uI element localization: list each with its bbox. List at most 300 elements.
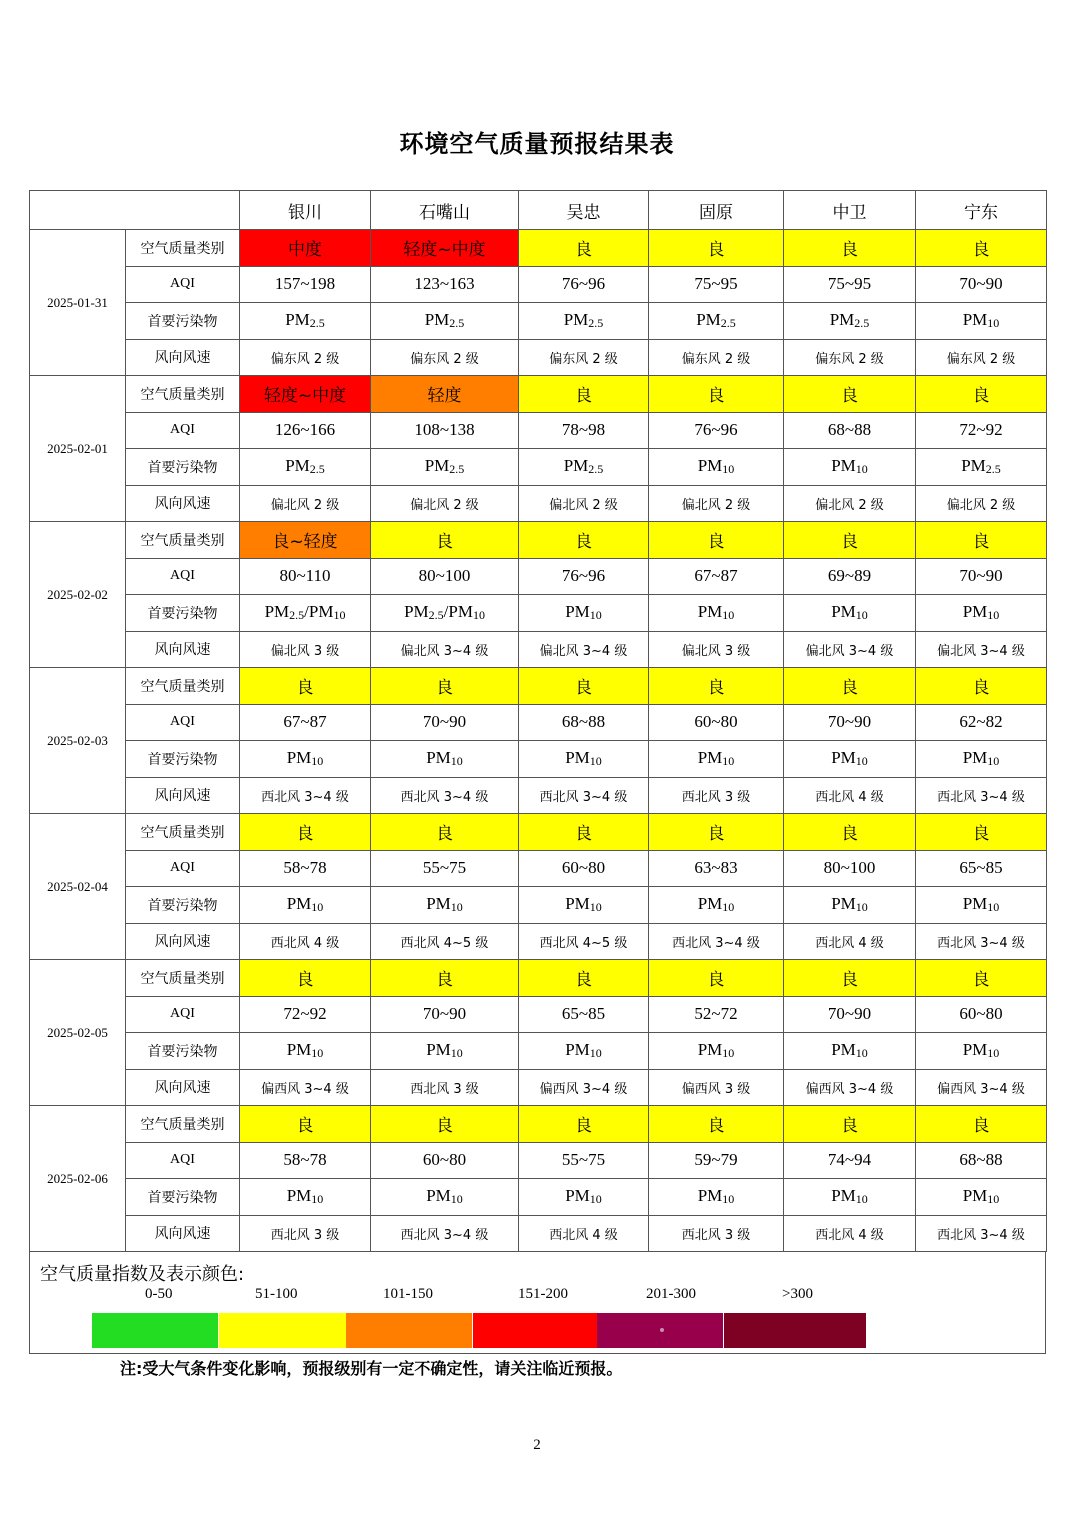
wind-cell: 偏东风 2 级 <box>649 339 784 376</box>
pollutant-subscript: 10 <box>311 900 324 915</box>
wind-cell: 偏北风 2 级 <box>784 485 916 522</box>
legend-range-label: 201-300 <box>646 1286 696 1302</box>
wind-cell: 西北风 3~4 级 <box>649 923 784 960</box>
wind-cell: 西北风 4 级 <box>240 923 371 960</box>
aqi-cell: 58~78 <box>240 1142 371 1179</box>
pollutant-subscript: 2.5 <box>588 316 604 331</box>
wind-cell: 偏北风 3~4 级 <box>371 631 519 668</box>
pollutant-subscript: 10 <box>589 1192 602 1207</box>
pollutant-subscript: 2.5 <box>449 462 465 477</box>
aqi-cell: 67~87 <box>649 558 784 595</box>
pollutant-cell <box>371 1179 519 1216</box>
pollutant-name: PM <box>697 1186 723 1206</box>
pollutant-cell <box>240 741 371 778</box>
aqi-cell: 55~75 <box>371 850 519 887</box>
pollutant-subscript: 10 <box>311 754 324 769</box>
wind-cell: 西北风 4 级 <box>784 1215 916 1252</box>
pollutant-name: PM <box>697 1040 723 1060</box>
row-label-aqi: AQI <box>126 850 240 887</box>
aqi-cell: 80~110 <box>240 558 371 595</box>
forecast-table <box>29 190 1047 1252</box>
pollutant-name: PM <box>286 894 312 914</box>
date-cell: 2025-02-03 <box>30 668 126 814</box>
legend-color-swatch <box>346 1313 472 1348</box>
table-row <box>30 1069 1047 1106</box>
category-cell: 良 <box>649 522 784 559</box>
pollutant-name: PM <box>962 1186 988 1206</box>
row-label-category: 空气质量类别 <box>126 522 240 559</box>
table-row <box>30 850 1047 887</box>
category-cell: 良 <box>916 668 1047 705</box>
pollutant-cell <box>784 449 916 486</box>
pollutant-subscript: 10 <box>472 608 485 623</box>
disclaimer-note: 注:受大气条件变化影响，预报级别有一定不确定性，请关注临近预报。 <box>120 1359 623 1378</box>
city-header: 石嘴山 <box>371 191 519 230</box>
aqi-cell: 69~89 <box>784 558 916 595</box>
city-header: 固原 <box>649 191 784 230</box>
pollutant-name: /PM <box>304 602 334 622</box>
pollutant-name: PM <box>563 456 589 476</box>
pollutant-name: PM <box>426 1186 451 1206</box>
wind-cell: 偏北风 3~4 级 <box>784 631 916 668</box>
wind-cell: 西北风 3~4 级 <box>240 777 371 814</box>
legend-range-label: 0-50 <box>145 1286 173 1302</box>
category-cell: 良 <box>519 522 649 559</box>
aqi-cell: 65~85 <box>519 996 649 1033</box>
pollutant-name: PM <box>565 748 590 768</box>
pollutant-subscript: 10 <box>589 608 602 623</box>
pollutant-cell <box>371 887 519 924</box>
swatch-dot <box>660 1328 664 1332</box>
wind-cell: 偏北风 2 级 <box>649 485 784 522</box>
pollutant-name: PM <box>563 310 589 330</box>
pollutant-subscript: 10 <box>855 754 868 769</box>
pollutant-name: PM <box>404 602 429 622</box>
table-row <box>30 923 1047 960</box>
wind-cell: 西北风 4~5 级 <box>371 923 519 960</box>
pollutant-cell <box>371 595 519 632</box>
row-label-category: 空气质量类别 <box>126 668 240 705</box>
wind-cell: 偏西风 3 级 <box>649 1069 784 1106</box>
pollutant-cell <box>649 595 784 632</box>
wind-cell: 偏西风 3~4 级 <box>784 1069 916 1106</box>
date-cell: 2025-01-31 <box>30 230 126 376</box>
aqi-cell: 74~94 <box>784 1142 916 1179</box>
category-cell: 良 <box>649 960 784 997</box>
table-row <box>30 1215 1047 1252</box>
pollutant-name: PM <box>961 456 986 476</box>
pollutant-cell <box>649 1033 784 1070</box>
table-row <box>30 522 1047 559</box>
pollutant-name: PM <box>831 602 856 622</box>
pollutant-name: PM <box>962 602 988 622</box>
aqi-cell: 60~80 <box>916 996 1047 1033</box>
row-label-wind: 风向风速 <box>126 631 240 668</box>
wind-cell: 偏北风 2 级 <box>519 485 649 522</box>
pollutant-cell <box>371 1033 519 1070</box>
aqi-cell: 68~88 <box>519 704 649 741</box>
pollutant-cell <box>371 303 519 340</box>
table-row <box>30 339 1047 376</box>
wind-cell: 偏北风 3~4 级 <box>916 631 1047 668</box>
date-cell: 2025-02-04 <box>30 814 126 960</box>
pollutant-name: PM <box>697 602 723 622</box>
city-header: 宁东 <box>916 191 1047 230</box>
aqi-cell: 75~95 <box>649 266 784 303</box>
aqi-cell: 108~138 <box>371 412 519 449</box>
table-row <box>30 668 1047 705</box>
row-label-category: 空气质量类别 <box>126 960 240 997</box>
date-cell: 2025-02-01 <box>30 376 126 522</box>
pollutant-subscript: 10 <box>450 754 463 769</box>
pollutant-name: PM <box>565 1186 590 1206</box>
pollutant-subscript: 10 <box>987 1192 1000 1207</box>
wind-cell: 偏东风 2 级 <box>240 339 371 376</box>
wind-cell: 西北风 3 级 <box>649 1215 784 1252</box>
category-cell: 良 <box>240 668 371 705</box>
pollutant-subscript: 2.5 <box>985 462 1001 477</box>
aqi-cell: 52~72 <box>649 996 784 1033</box>
aqi-cell: 58~78 <box>240 850 371 887</box>
pollutant-cell <box>649 449 784 486</box>
aqi-cell: 70~90 <box>371 996 519 1033</box>
wind-cell: 偏北风 3~4 级 <box>519 631 649 668</box>
pollutant-cell <box>784 741 916 778</box>
pollutant-subscript: 10 <box>589 754 602 769</box>
pollutant-subscript: 10 <box>333 608 346 623</box>
category-cell: 良 <box>371 960 519 997</box>
wind-cell: 西北风 4~5 级 <box>519 923 649 960</box>
pollutant-cell <box>916 1179 1047 1216</box>
aqi-cell: 60~80 <box>519 850 649 887</box>
aqi-cell: 60~80 <box>371 1142 519 1179</box>
pollutant-name: PM <box>285 456 310 476</box>
wind-cell: 偏东风 2 级 <box>519 339 649 376</box>
table-row <box>30 230 1047 267</box>
pollutant-subscript: 10 <box>722 900 735 915</box>
pollutant-cell <box>784 1179 916 1216</box>
row-label-wind: 风向风速 <box>126 1069 240 1106</box>
aqi-cell: 70~90 <box>916 558 1047 595</box>
wind-cell: 西北风 3 级 <box>371 1069 519 1106</box>
pollutant-name: PM <box>697 456 723 476</box>
table-row <box>30 741 1047 778</box>
city-header: 中卫 <box>784 191 916 230</box>
pollutant-subscript: 10 <box>589 1046 602 1061</box>
pollutant-subscript: 2.5 <box>854 316 870 331</box>
pollutant-cell <box>240 449 371 486</box>
date-cell: 2025-02-06 <box>30 1106 126 1252</box>
pollutant-cell <box>240 1179 371 1216</box>
aqi-cell: 62~82 <box>916 704 1047 741</box>
wind-cell: 偏北风 3 级 <box>240 631 371 668</box>
category-cell: 良 <box>784 960 916 997</box>
pollutant-subscript: 2.5 <box>449 316 465 331</box>
pollutant-subscript: 10 <box>855 608 868 623</box>
row-label-aqi: AQI <box>126 558 240 595</box>
pollutant-subscript: 10 <box>855 1046 868 1061</box>
pollutant-name: PM <box>424 310 450 330</box>
aqi-cell: 157~198 <box>240 266 371 303</box>
pollutant-subscript: 10 <box>450 1192 463 1207</box>
pollutant-subscript: 10 <box>855 462 868 477</box>
aqi-cell: 123~163 <box>371 266 519 303</box>
pollutant-name: PM <box>697 748 723 768</box>
pollutant-cell <box>240 1033 371 1070</box>
table-row <box>30 303 1047 340</box>
table-row <box>30 376 1047 413</box>
pollutant-cell <box>519 303 649 340</box>
row-label-pollutant: 首要污染物 <box>126 1033 240 1070</box>
category-cell: 良 <box>916 522 1047 559</box>
wind-cell: 西北风 3~4 级 <box>371 777 519 814</box>
row-label-pollutant: 首要污染物 <box>126 595 240 632</box>
table-row <box>30 777 1047 814</box>
category-cell: 良 <box>784 814 916 851</box>
wind-cell: 偏北风 2 级 <box>371 485 519 522</box>
date-cell: 2025-02-02 <box>30 522 126 668</box>
row-label-category: 空气质量类别 <box>126 814 240 851</box>
city-header: 吴忠 <box>519 191 649 230</box>
aqi-cell: 70~90 <box>784 996 916 1033</box>
pollutant-cell <box>916 595 1047 632</box>
pollutant-name: PM <box>565 1040 590 1060</box>
pollutant-name: PM <box>696 310 721 330</box>
category-cell: 良 <box>916 376 1047 413</box>
aqi-cell: 68~88 <box>784 412 916 449</box>
aqi-cell: 72~92 <box>240 996 371 1033</box>
pollutant-cell <box>784 595 916 632</box>
table-row <box>30 996 1047 1033</box>
aqi-cell: 67~87 <box>240 704 371 741</box>
header-row <box>30 191 1047 230</box>
category-cell: 良 <box>649 1106 784 1143</box>
pollutant-cell <box>519 1033 649 1070</box>
row-label-pollutant: 首要污染物 <box>126 887 240 924</box>
pollutant-cell <box>240 303 371 340</box>
table-row <box>30 1142 1047 1179</box>
pollutant-cell <box>371 741 519 778</box>
row-label-aqi: AQI <box>126 412 240 449</box>
table-row <box>30 960 1047 997</box>
aqi-cell: 76~96 <box>649 412 784 449</box>
row-label-pollutant: 首要污染物 <box>126 303 240 340</box>
category-cell: 良 <box>240 814 371 851</box>
category-cell: 良 <box>916 814 1047 851</box>
row-label-wind: 风向风速 <box>126 1215 240 1252</box>
wind-cell: 西北风 3 级 <box>240 1215 371 1252</box>
aqi-cell: 70~90 <box>916 266 1047 303</box>
header-corner-cell <box>30 191 240 230</box>
pollutant-name: PM <box>831 456 856 476</box>
category-cell: 良 <box>916 1106 1047 1143</box>
wind-cell: 偏北风 2 级 <box>240 485 371 522</box>
pollutant-subscript: 10 <box>589 900 602 915</box>
pollutant-subscript: 10 <box>722 1046 735 1061</box>
aqi-cell: 78~98 <box>519 412 649 449</box>
pollutant-name: PM <box>565 602 590 622</box>
pollutant-cell <box>649 303 784 340</box>
category-cell: 良 <box>916 960 1047 997</box>
pollutant-cell <box>371 449 519 486</box>
table-row <box>30 814 1047 851</box>
pollutant-subscript: 2.5 <box>289 608 305 623</box>
pollutant-name: PM <box>831 1040 856 1060</box>
pollutant-subscript: 10 <box>987 1046 1000 1061</box>
wind-cell: 西北风 3~4 级 <box>371 1215 519 1252</box>
wind-cell: 西北风 4 级 <box>784 923 916 960</box>
pollutant-cell <box>916 1033 1047 1070</box>
category-cell: 良 <box>519 1106 649 1143</box>
aqi-cell: 68~88 <box>916 1142 1047 1179</box>
table-row <box>30 595 1047 632</box>
pollutant-name: PM <box>286 1186 312 1206</box>
category-cell: 良 <box>240 960 371 997</box>
wind-cell: 偏东风 2 级 <box>916 339 1047 376</box>
pollutant-cell <box>649 1179 784 1216</box>
row-label-pollutant: 首要污染物 <box>126 1179 240 1216</box>
legend-color-swatch <box>219 1313 346 1348</box>
pollutant-name: PM <box>286 1040 312 1060</box>
category-cell: 良 <box>784 1106 916 1143</box>
pollutant-cell <box>916 887 1047 924</box>
pollutant-cell <box>240 595 371 632</box>
row-label-wind: 风向风速 <box>126 923 240 960</box>
aqi-cell: 76~96 <box>519 558 649 595</box>
category-cell: 良 <box>784 230 916 267</box>
pollutant-cell <box>519 595 649 632</box>
table-row <box>30 558 1047 595</box>
category-cell: 良 <box>519 960 649 997</box>
aqi-cell: 70~90 <box>371 704 519 741</box>
row-label-wind: 风向风速 <box>126 339 240 376</box>
pollutant-cell <box>519 887 649 924</box>
row-label-aqi: AQI <box>126 1142 240 1179</box>
aqi-legend <box>29 1252 1046 1354</box>
pollutant-subscript: 10 <box>722 1192 735 1207</box>
legend-range-label: 101-150 <box>383 1286 433 1302</box>
row-label-category: 空气质量类别 <box>126 1106 240 1143</box>
legend-color-swatch <box>92 1313 218 1348</box>
row-label-category: 空气质量类别 <box>126 376 240 413</box>
row-label-wind: 风向风速 <box>126 777 240 814</box>
pollutant-cell <box>784 303 916 340</box>
table-row <box>30 1179 1047 1216</box>
category-cell: 良 <box>784 376 916 413</box>
pollutant-cell <box>240 887 371 924</box>
category-cell: 良 <box>916 230 1047 267</box>
aqi-cell: 65~85 <box>916 850 1047 887</box>
row-label-aqi: AQI <box>126 266 240 303</box>
category-cell: 良~轻度 <box>240 522 371 559</box>
table-row <box>30 1033 1047 1070</box>
wind-cell: 西北风 3 级 <box>649 777 784 814</box>
pollutant-subscript: 2.5 <box>720 316 736 331</box>
table-row <box>30 631 1047 668</box>
row-label-category: 空气质量类别 <box>126 230 240 267</box>
pollutant-subscript: 2.5 <box>588 462 604 477</box>
pollutant-subscript: 10 <box>722 608 735 623</box>
pollutant-cell <box>784 887 916 924</box>
legend-color-swatch <box>724 1313 866 1348</box>
pollutant-name: PM <box>286 748 312 768</box>
pollutant-cell <box>784 1033 916 1070</box>
city-header: 银川 <box>240 191 371 230</box>
row-label-pollutant: 首要污染物 <box>126 741 240 778</box>
wind-cell: 偏东风 2 级 <box>371 339 519 376</box>
category-cell: 良 <box>784 522 916 559</box>
pollutant-name: PM <box>426 748 451 768</box>
pollutant-name: PM <box>565 894 590 914</box>
pollutant-subscript: 2.5 <box>428 608 444 623</box>
pollutant-subscript: 2.5 <box>309 316 325 331</box>
pollutant-name: PM <box>831 894 856 914</box>
category-cell: 中度 <box>240 230 371 267</box>
aqi-cell: 75~95 <box>784 266 916 303</box>
pollutant-name: PM <box>831 1186 856 1206</box>
aqi-cell: 59~79 <box>649 1142 784 1179</box>
page-title: 环境空气质量预报结果表 <box>399 130 675 158</box>
category-cell: 良 <box>371 814 519 851</box>
category-cell: 良 <box>371 668 519 705</box>
wind-cell: 西北风 4 级 <box>519 1215 649 1252</box>
aqi-cell: 80~100 <box>784 850 916 887</box>
pollutant-cell <box>649 887 784 924</box>
pollutant-cell <box>649 741 784 778</box>
table-row <box>30 704 1047 741</box>
category-cell: 良 <box>649 668 784 705</box>
table-row <box>30 1106 1047 1143</box>
aqi-cell: 80~100 <box>371 558 519 595</box>
legend-color-swatch <box>473 1313 597 1348</box>
pollutant-subscript: 10 <box>987 316 1000 331</box>
category-cell: 良 <box>649 376 784 413</box>
wind-cell: 偏西风 3~4 级 <box>916 1069 1047 1106</box>
category-cell: 良 <box>240 1106 371 1143</box>
pollutant-subscript: 10 <box>311 1192 324 1207</box>
row-label-aqi: AQI <box>126 996 240 1033</box>
wind-cell: 偏西风 3~4 级 <box>519 1069 649 1106</box>
pollutant-subscript: 10 <box>855 1192 868 1207</box>
wind-cell: 西北风 4 级 <box>784 777 916 814</box>
aqi-cell: 60~80 <box>649 704 784 741</box>
pollutant-name: PM <box>962 748 988 768</box>
aqi-cell: 72~92 <box>916 412 1047 449</box>
pollutant-name: /PM <box>443 602 473 622</box>
category-cell: 良 <box>519 668 649 705</box>
pollutant-name: PM <box>962 310 988 330</box>
pollutant-name: PM <box>264 602 290 622</box>
category-cell: 良 <box>371 522 519 559</box>
legend-range-label: >300 <box>782 1286 813 1302</box>
legend-range-label: 151-200 <box>518 1286 568 1302</box>
pollutant-subscript: 10 <box>722 754 735 769</box>
pollutant-subscript: 10 <box>450 900 463 915</box>
row-label-aqi: AQI <box>126 704 240 741</box>
wind-cell: 偏北风 3 级 <box>649 631 784 668</box>
pollutant-subscript: 2.5 <box>309 462 325 477</box>
pollutant-name: PM <box>285 310 310 330</box>
wind-cell: 偏西风 3~4 级 <box>240 1069 371 1106</box>
pollutant-cell <box>519 449 649 486</box>
pollutant-subscript: 10 <box>450 1046 463 1061</box>
row-label-pollutant: 首要污染物 <box>126 449 240 486</box>
pollutant-subscript: 10 <box>311 1046 324 1061</box>
category-cell: 良 <box>519 230 649 267</box>
pollutant-name: PM <box>962 894 988 914</box>
aqi-cell: 55~75 <box>519 1142 649 1179</box>
pollutant-name: PM <box>426 894 451 914</box>
